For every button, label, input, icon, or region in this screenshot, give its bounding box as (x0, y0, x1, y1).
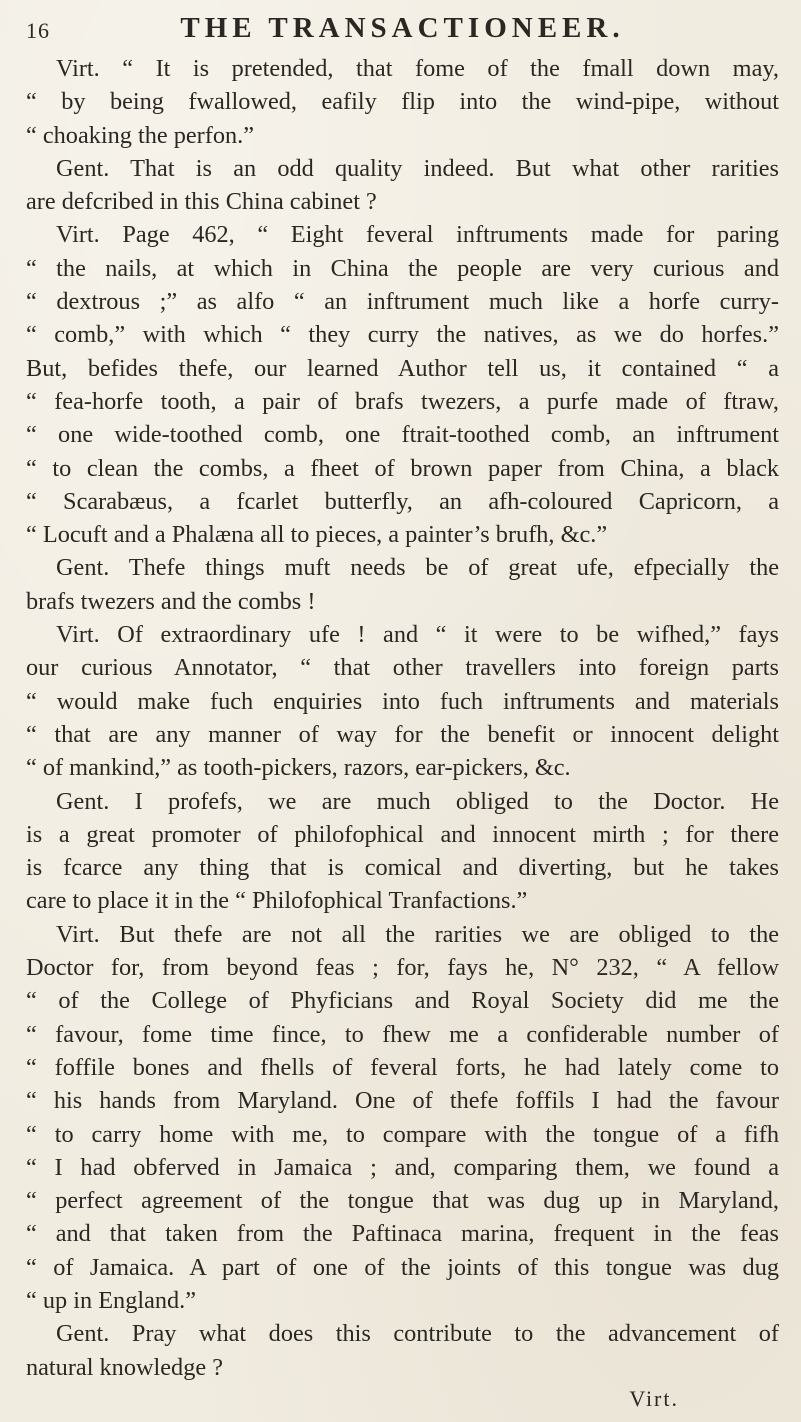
text-line: But, befides thefe, our learned Author tell us, it contained “ a (26, 354, 779, 382)
text-line: “ his hands from Maryland. One of thefe foffils I had the favour (26, 1087, 779, 1115)
text-line: “ by being fwallowed, eafily flip into the wind-pipe, without (26, 88, 779, 116)
running-title: THE TRANSACTIONEER. (180, 12, 625, 44)
text-line: “ comb,” with which “ they curry the natives, as we do horfes.” (26, 321, 779, 349)
text-line: Virt. But thefe are not all the rarities we are obliged to the (56, 920, 779, 948)
text-line: “ of mankind,” as tooth-pickers, razors, ear-pickers, &c. (26, 754, 571, 782)
text-line: “ to clean the combs, a fheet of brown paper from China, a black (26, 454, 779, 482)
text-line: “ up in England.” (26, 1286, 197, 1314)
text-line: Virt. “ It is pretended, that fome of the fmall down may, (56, 55, 779, 82)
text-line: our curious Annotator, “ that other travellers into foreign parts (26, 654, 779, 682)
text-line: Gent. That is an odd quality indeed. But what other rarities (56, 154, 779, 182)
text-line: “ would make fuch enquiries into fuch inftruments and materials (26, 687, 779, 715)
text-line: Virt. Of extraordinary ufe ! and “ it were to be wifhed,” fays (56, 621, 779, 649)
page-number: 16 (26, 18, 50, 43)
text-line: “ favour, fome time fince, to fhew me a confiderable number of (26, 1020, 779, 1048)
text-line: “ choaking the perfon.” (26, 121, 255, 149)
body-text (26, 52, 779, 1384)
text-line: “ Scarabæus, a fcarlet butterfly, an afh-coloured Capricorn, a (26, 487, 779, 515)
text-line: Gent. Thefe things muft needs be of great ufe, efpecially the (56, 554, 779, 582)
text-line: is fcarce any thing that is comical and diverting, but he takes (26, 854, 779, 882)
text-line: “ the nails, at which in China the people are very curious and (26, 254, 779, 282)
text-line: Gent. Pray what does this contribute to the advancement of (56, 1320, 779, 1348)
text-line: “ of Jamaica. A part of one of the joints of this tongue was dug (26, 1253, 779, 1281)
text-line: Doctor for, from beyond feas ; for, fays he, N° 232, “ A fellow (26, 954, 779, 982)
text-line: “ foffile bones and fhells of feveral forts, he had lately come to (26, 1053, 779, 1081)
text-line: “ I had obferved in Jamaica ; and, comparing them, we found a (26, 1153, 779, 1181)
text-line: are defcribed in this China cabinet ? (26, 188, 377, 216)
text-line: “ that are any manner of way for the benefit or innocent delight (26, 720, 779, 748)
text-line: “ Locuft and a Phalæna all to pieces, a painter’s brufh, &c.” (26, 521, 608, 549)
text-line: “ of the College of Phyficians and Royal Society did me the (26, 987, 779, 1015)
text-line: “ perfect agreement of the tongue that was dug up in Maryland, (26, 1187, 779, 1215)
text-line: “ and that taken from the Paftinaca marina, frequent in the feas (26, 1220, 779, 1248)
text-line: “ dextrous ;” as alfo “ an inftrument much like a horfe curry- (26, 288, 779, 316)
text-line: Gent. I profefs, we are much obliged to the Doctor. He (56, 787, 779, 815)
text-line: natural knowledge ? (26, 1353, 223, 1381)
text-line: is a great promoter of philofophical and innocent mirth ; for there (26, 820, 779, 848)
text-line: care to place it in the “ Philofophical Tranfactions.” (26, 887, 528, 915)
running-head (26, 8, 779, 48)
text-line: “ to carry home with me, to compare with the tongue of a fifh (26, 1120, 779, 1148)
text-line: “ fea-horfe tooth, a pair of brafs twezers, a purfe made of ftraw, (26, 387, 779, 415)
text-line: “ one wide-toothed comb, one ftrait-toothed comb, an inftrument (26, 421, 779, 449)
text-line: Virt. Page 462, “ Eight feveral inftruments made for paring (56, 221, 779, 249)
catchword: Virt. (629, 1385, 679, 1411)
text-line: brafs twezers and the combs ! (26, 587, 316, 615)
